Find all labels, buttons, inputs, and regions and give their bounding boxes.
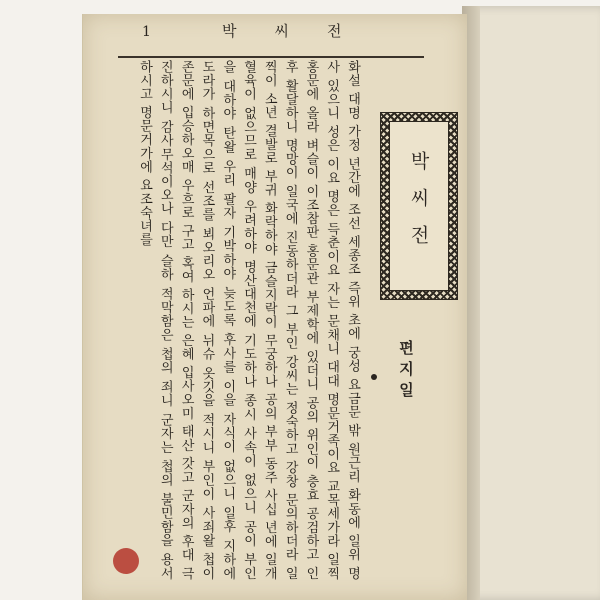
page-number: 1: [142, 24, 151, 40]
header-rule: [118, 56, 424, 58]
author-mark: 편지일: [397, 340, 415, 403]
running-title: 박씨전: [222, 22, 380, 40]
title-cartouche: [380, 112, 458, 300]
vertical-body-text: 화설 대명 가정 년간에 조선 세종조 즉위 초에 궁성 요금문 밖 원근리 화동에 일위 명사 있으니 성은 이요 명은 득춘이요 자는 문채니 대대 명문거족이요 교목세가라 일찍 홍문에 올라 벼슬이 이조참판 홍문관 부제학에 있더니 공의 위인이 충효 공검하고 인후 활달하니 명망이 일국에 진동하더라 그 부인 강씨는 정숙하고 강창 문의하더라 일찍이 소년 결발로 부귀 화락하야 금슬지락이 무궁하나 공의 부부 동주 사십 년에 일개 혈육이 없으므로 매양 우려하야 명산대천에 기도하나 종시 사속이 없으니 공이 부인을 대하야 탄왈 우리 팔자 기박하야 늦도록 후사를 이을 자식이 없으니 일후 지하에 도라가 하면목으로 선조를 뵈오리오 언파에 뉘슈 옷깃을 적시니 부인이 사죄왈 첩이 존문에 입승하오매 우흐로 구고 혹여 하시는 은혜 입사오미 태산 갓고 군자의 후대 극진하시니 감사무석이오나 다만 슬하 적막함은 첩의 죄니 군자는 첩의 불민함을 용서하시고 명문거가에 요조숙녀를: [137, 60, 360, 580]
cartouche-title: 박씨전: [407, 150, 430, 262]
ink-dot: [371, 374, 377, 380]
cartouche-panel: [389, 121, 449, 291]
page-header: [120, 18, 420, 54]
facing-page: [462, 6, 600, 600]
red-seal-stamp: [113, 548, 139, 574]
